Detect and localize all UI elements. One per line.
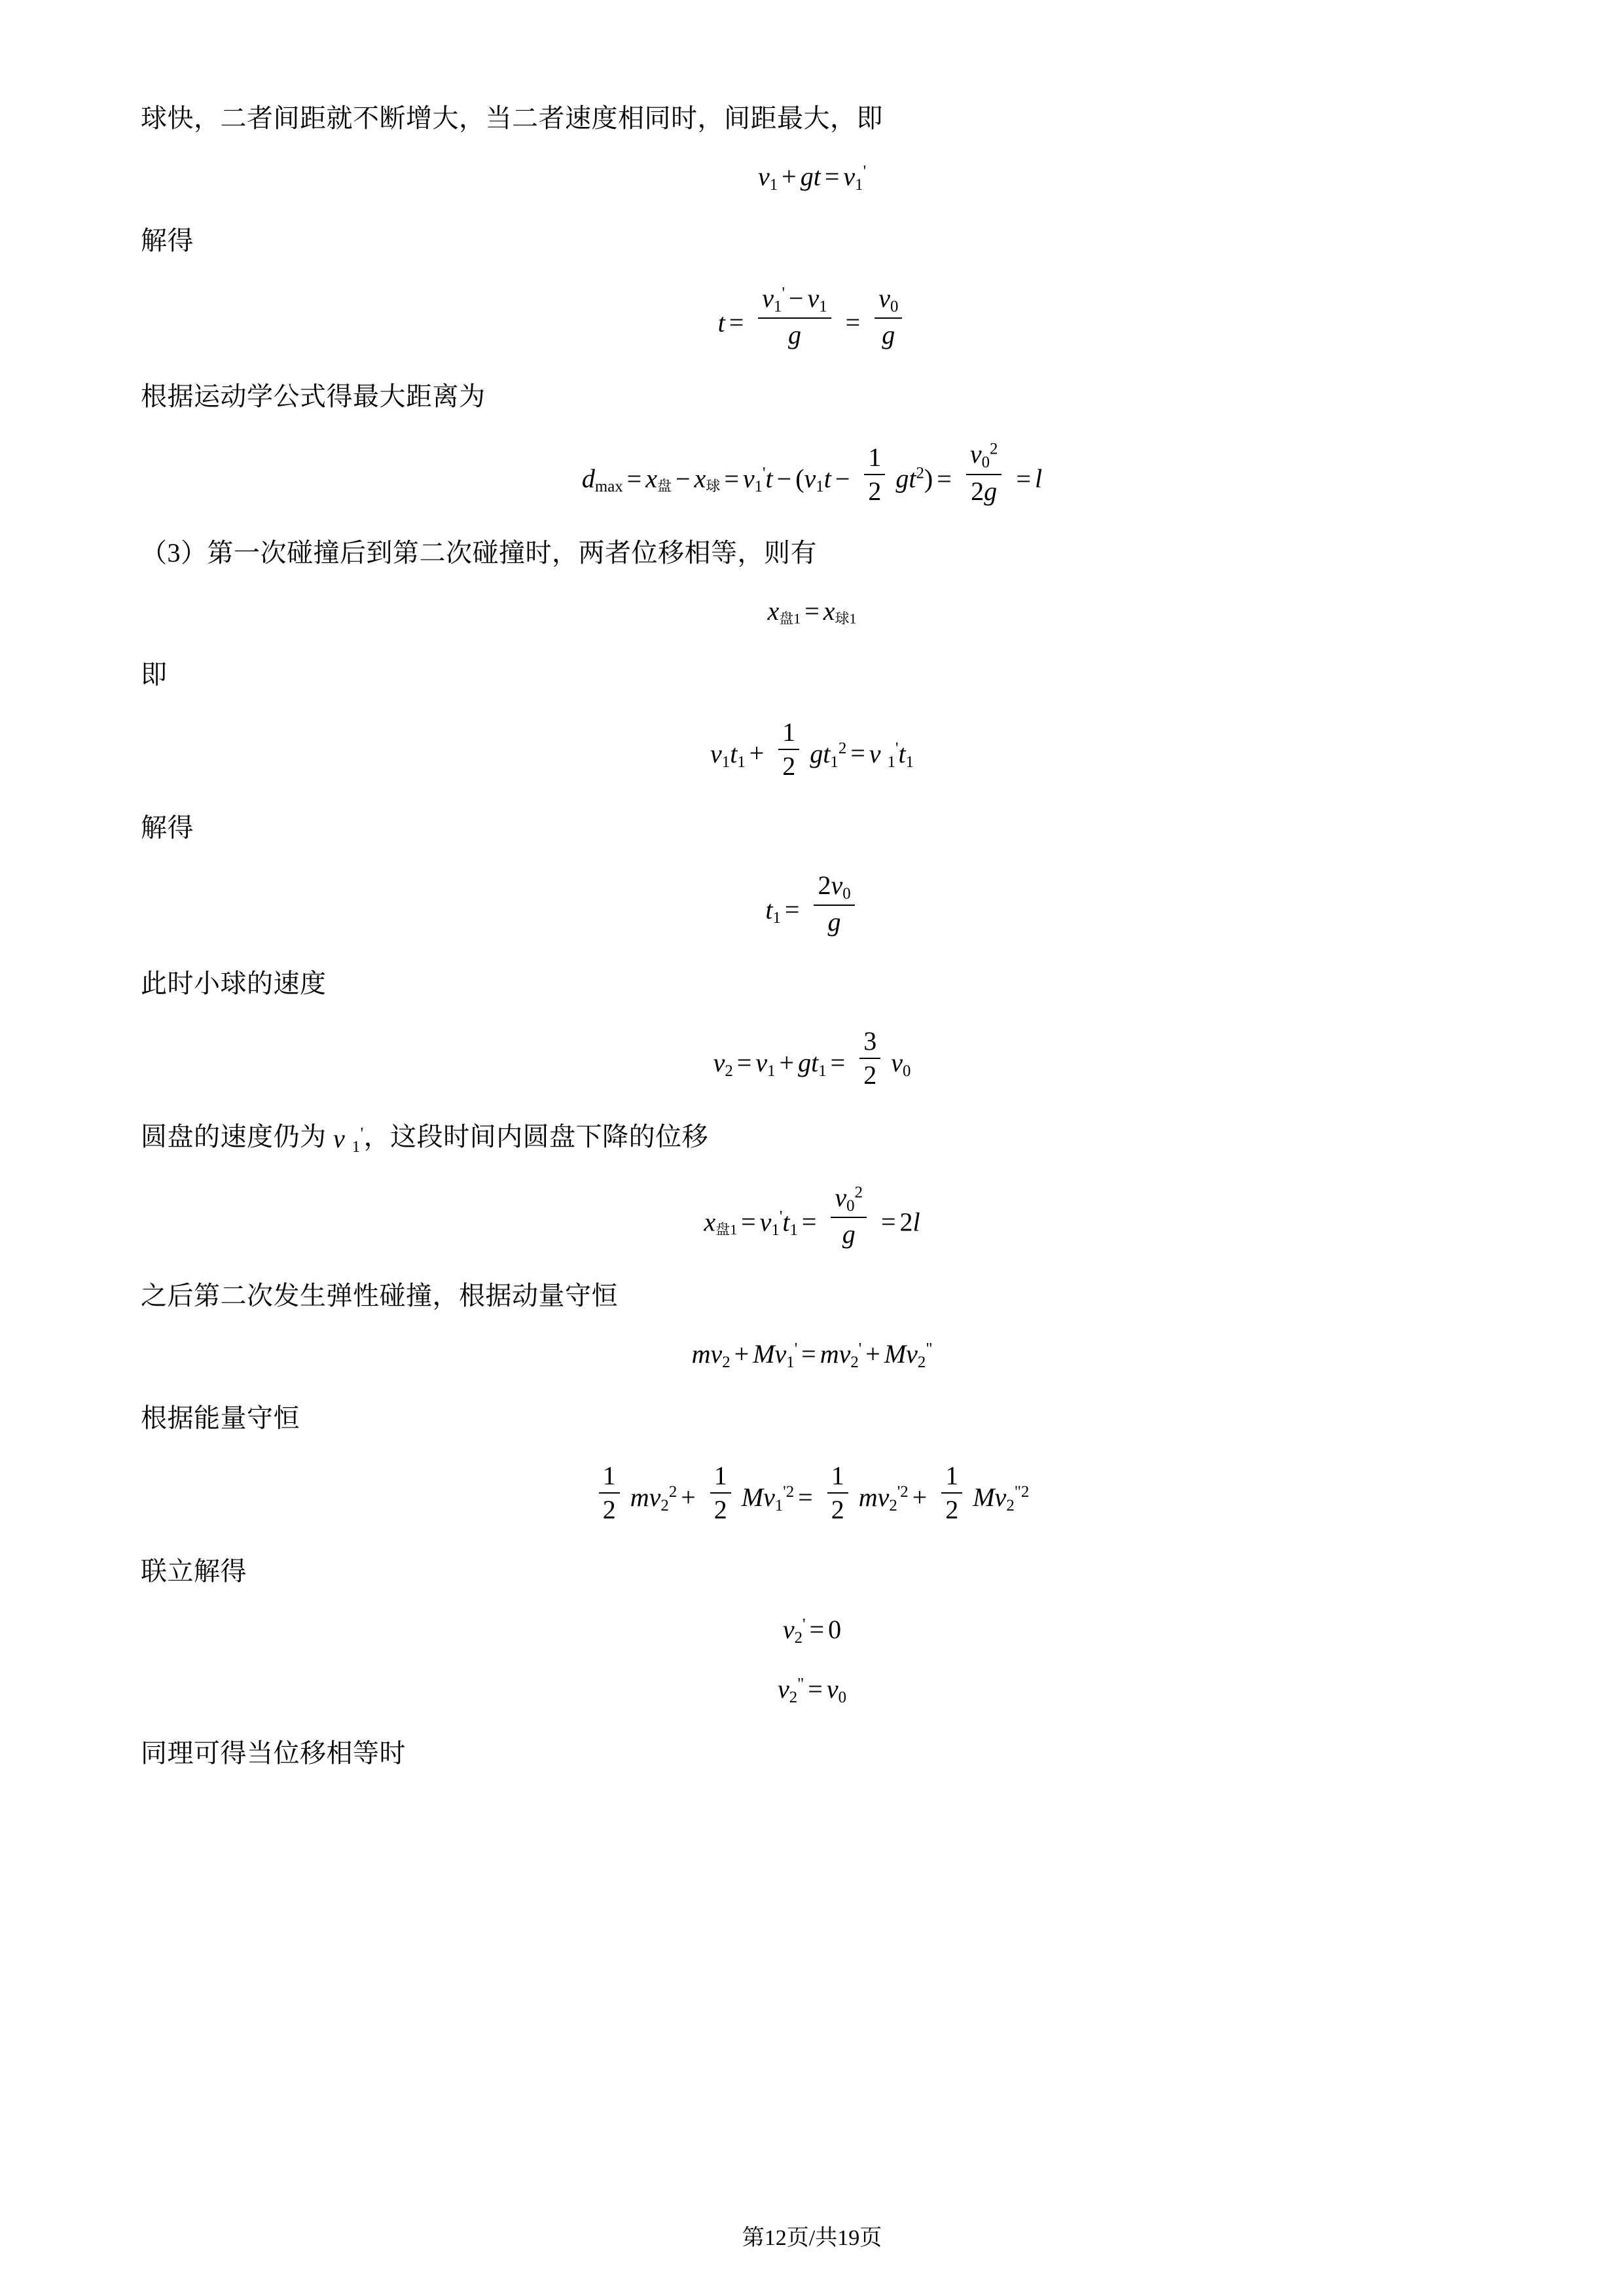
equation-x-disc1: x盘$1 = v_1't_1$ = $\frac{v_0^2}{g}$ = 2l bbox=[704, 1182, 920, 1249]
equation-kinematics-t1: $v_1t_1$ + $\frac{1}{2}$ $gt_1^2 = v$ $_1't_1$ bbox=[710, 717, 914, 781]
paragraph: 同理可得当位移相等时 bbox=[141, 1738, 406, 1768]
inline-symbol-v1-prime: v $_1$' bbox=[333, 1124, 364, 1157]
paragraph-text-after: ，这段时间内圆盘下降的位移 bbox=[363, 1122, 709, 1152]
page-footer: 第12页/共19页 bbox=[742, 2226, 882, 2250]
equation-v2-dprime: $v_2^" = v_0$ bbox=[777, 1674, 847, 1706]
paragraph: 联立解得 bbox=[141, 1556, 247, 1586]
paragraph: 之后第二次发生弹性碰撞，根据动量守恒 bbox=[141, 1280, 618, 1310]
equation-v2-prime-zero: $v_2' = 0$ bbox=[782, 1614, 842, 1647]
equation-t-solution: t = $\frac{v_1' - v_1}{g}$ = $\frac{v_0}{g}$ bbox=[141, 283, 1483, 350]
paragraph-text-before: 圆盘的速度仍为 bbox=[141, 1122, 327, 1152]
equation-dmax: $d_{max} = x$盘 − x球 = $v_1't - (v_1t$ − $\frac{1}{2}$ $gt^2$) = $\frac{v_0^2}{2g}$ = l bbox=[581, 439, 1043, 506]
paragraph-with-inline-math bbox=[141, 1117, 1483, 1160]
paragraph: 解得 bbox=[141, 225, 194, 255]
paragraph: 即 bbox=[141, 659, 168, 689]
equation-momentum-conservation: $mv_2 + Mv_1' = mv_2' + Mv_2^"$ bbox=[691, 1338, 933, 1371]
paragraph: 根据运动学公式得最大距离为 bbox=[141, 382, 486, 412]
paragraph: 根据能量守恒 bbox=[141, 1403, 300, 1433]
paragraph: 解得 bbox=[141, 812, 194, 842]
paragraph: 此时小球的速度 bbox=[141, 969, 327, 999]
paragraph: （3）第一次碰撞后到第二次碰撞时，两者位移相等，则有 bbox=[141, 537, 817, 567]
equation-v1-plus-gt: $v_1$ + gt = $v_1'$ bbox=[757, 162, 867, 194]
equation-energy-conservation: $\frac{1}{2}$ $mv_2^2$ + $\frac{1}{2}$ $Mv_1^{'2}$ = $\frac{1}{2}$ $mv_2^{'2}$ + $\frac{1}{2}$ $Mv_2^{"2}$ bbox=[141, 1461, 1483, 1525]
equation-v2: $v_2 = v_1 + gt_1$ = $\frac{3}{2}$ $v_0$ bbox=[713, 1026, 911, 1090]
equation-t1-solution: $t_1$ = $\frac{2v_0}{g}$ bbox=[141, 870, 1483, 937]
equation-displacement-equal: x盘1 = x球1 bbox=[767, 596, 857, 627]
paragraph: 球快，二者间距就不断增大，当二者速度相同时，间距最大，即 bbox=[141, 103, 883, 133]
